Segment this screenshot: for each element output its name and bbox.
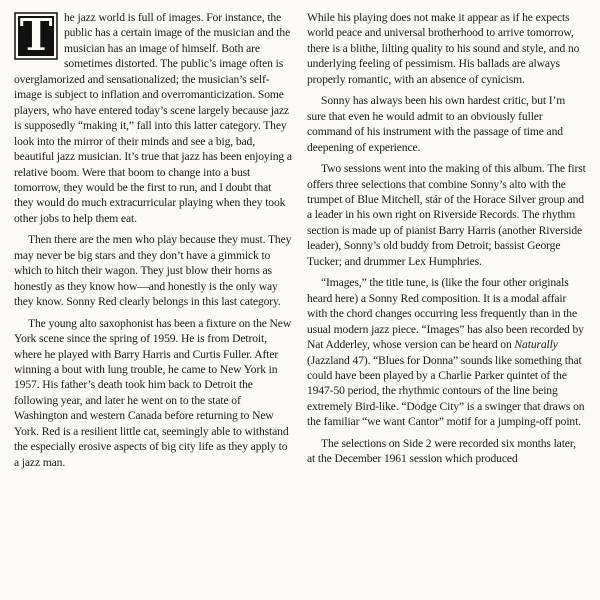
drop-cap-letter: T bbox=[19, 10, 53, 61]
album-title: Naturally bbox=[514, 338, 558, 352]
paragraph-2: Then there are the men who play because they must. They may never be big stars and they don’t have a gimmick to which to hitch their wagon. They just blow their horns as honestly as they know how—and honestly is the only way they know. Sonny Red clearly belongs in this last category. bbox=[14, 233, 292, 309]
paragraph-7 bbox=[307, 275, 586, 430]
paragraph-7-text-b: (Jazzland 47). “Blues for Donna” sounds like something that could have been played by a Charlie Parker quintet of the 1947-50 period, the rhythmic contours of the line being extremely Bird-like. “Dodge City” is a swinger that draws on the familiar “we want Cantor” motif for a jumping-off point. bbox=[307, 353, 585, 429]
paragraph-6: Two sessions went into the making of this album. The first offers three selections that combine Sonny’s alto with the trumpet of Blue Mitchell, stár of the Horace Silver group and a leader in his own right on Riverside Records. The rhythm section is made up of pianist Barry Harris (another Riverside leader), Sonny’s old buddy from Detroit; bassist George Tucker; and drummer Lex Humphries. bbox=[307, 162, 586, 268]
drop-cap bbox=[14, 12, 58, 60]
left-column bbox=[14, 10, 293, 600]
paragraph-8: The selections on Side 2 were recorded six months later, at the December 1961 session which produced bbox=[307, 436, 576, 466]
paragraph-7-text-a: “Images,” the title tune, is (like the four other originals heard here) a Sonny Red composition. It is a modal affair with the chord changes occurring less frequently than in the usual modern jazz piece. “Images” has also been recorded by Nat Adderley, whose version can be heard on bbox=[307, 276, 584, 352]
right-column bbox=[307, 10, 586, 600]
paragraph-1 bbox=[14, 10, 293, 226]
paragraph-5: Sonny has always been his own hardest critic, but I’m sure that even he would admit to an obviously fuller command of his instrument with the passage of time and deepening of experience. bbox=[307, 94, 566, 154]
paragraph-3: The young alto saxophonist has been a fixture on the New York scene since the spring of 1959. He is from Detroit, where he played with Barry Harris and Curtis Fuller. After winning a bout with lung trouble, he came to New York in 1957. His father’s death took him back to Detroit the following year, and later he went on to the state of Washington and western Canada before returning to New York. Red is a resilient little cat, seemingly able to withstand the especially erosive aspects of big city life as they apply to a jazz man. bbox=[14, 316, 292, 469]
paragraph-4: While his playing does not make it appear as if he expects world peace and universal brotherhood to arrive tomorrow, there is a blithe, lilting quality to his sound and style, and no underlying feeling of pessimism. His ballads are always properly romantic, with an absence of cynicism. bbox=[307, 11, 580, 86]
paragraph-1-text: he jazz world is full of images. For instance, the public has a certain image of the musician and the musician has an image of himself. Both are sometimes distorted. The public’s image often is overglamorized and sensationalized; the musician’s self-image is subject to inflation and overromanticization. Some players, who have entered today’s scene largely because jazz is supposedly “making it,” fall into this latter category. They look into the mirror of their minds and see a big, bad, beautiful jazz musician. It’s true that jazz has been enjoying a relative boom. Were that boom to change into a bust tomorrow, they would be the first to run, and I doubt that they would do much extracurricular playing when they took other jobs to help them eat. bbox=[14, 11, 292, 225]
